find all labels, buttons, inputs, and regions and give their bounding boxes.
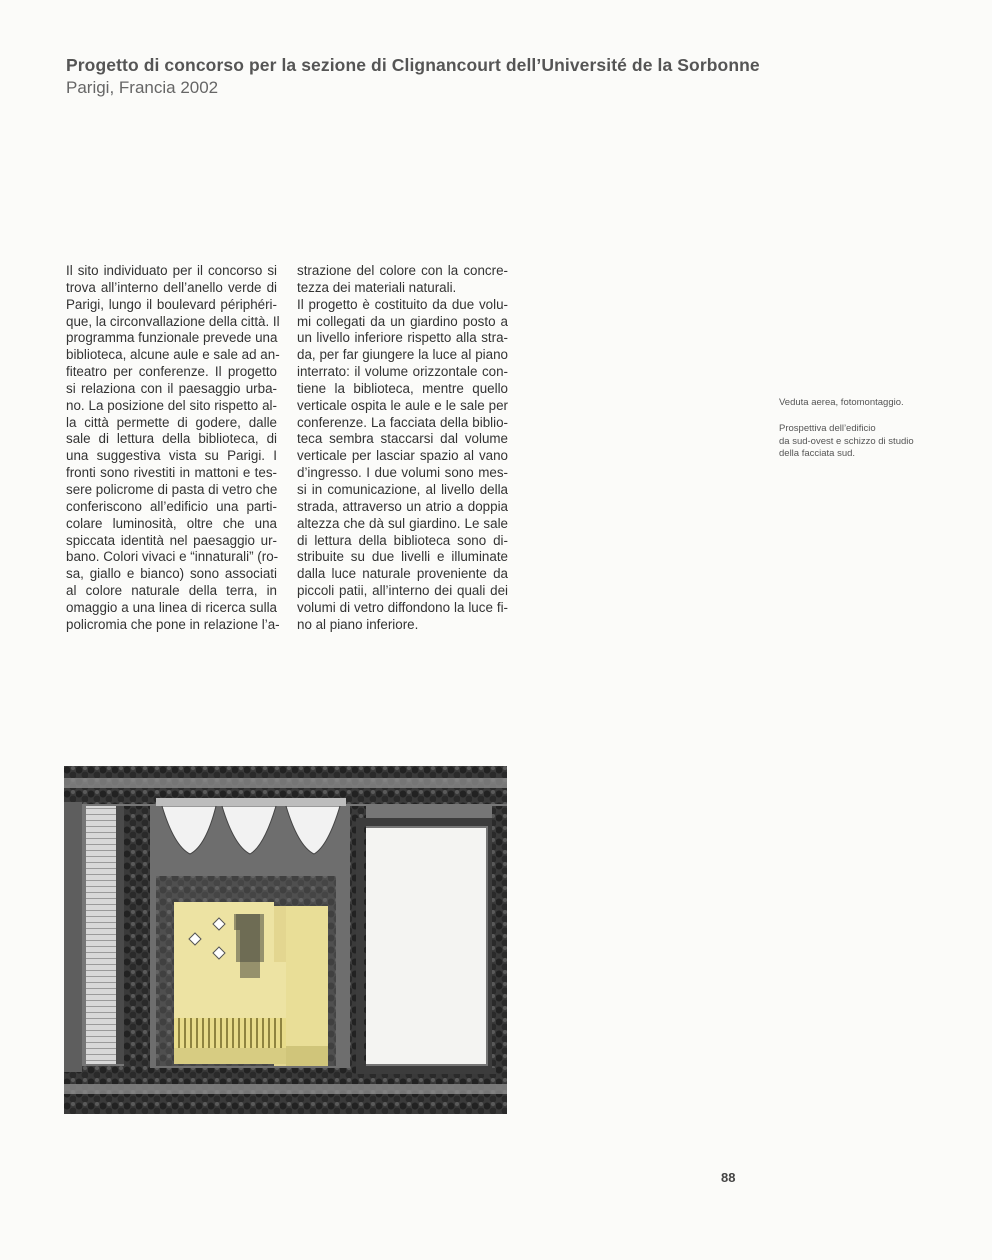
- text-line: verticale per lasciar spazio al vano: [297, 448, 508, 464]
- text-line: fiteatro per conferenze. Il progetto: [66, 364, 277, 380]
- text-line: sa, giallo e bianco) sono associati: [66, 566, 277, 582]
- text-line: sere policrome di pasta di vetro che: [66, 481, 278, 497]
- caption-line: Veduta aerea, fotomontaggio.: [779, 397, 904, 408]
- text-line: Il sito individuato per il concorso si: [66, 263, 277, 278]
- text-line: no. La posizione del sito rispetto al-: [66, 397, 277, 413]
- text-line: Parigi, lungo il boulevard périphéri-: [66, 296, 277, 312]
- text-line: sale di lettura della biblioteca, di: [66, 431, 277, 447]
- text-line: al colore naturale della terra, in: [66, 583, 277, 599]
- text-line: un livello inferiore rispetto alla stra-: [297, 330, 508, 346]
- caption-line: da sud-ovest e schizzo di studio: [779, 435, 914, 447]
- body-text-right-column: [297, 263, 508, 634]
- text-line: Il progetto è costituito da due volu-: [297, 296, 508, 312]
- text-line: tezza dei materiali naturali.: [297, 279, 457, 295]
- text-line: verticale ospita le aule e le sale per: [297, 397, 508, 413]
- text-line: omaggio a una linea di ricerca sulla: [66, 599, 277, 615]
- text-line: di lettura della biblioteca sono di-: [297, 532, 508, 548]
- text-line: si relaziona con il paesaggio urba-: [66, 380, 277, 396]
- text-line: biblioteca, alcune aule e sale ad an-: [66, 347, 280, 363]
- text-line: da, per far giungere la luce al piano: [297, 347, 508, 363]
- text-line: bano. Colori vivaci e “innaturali” (ro-: [66, 549, 279, 565]
- text-line: teca sembra staccarsi dal volume: [297, 431, 508, 447]
- text-line: mi collegati da un giardino posto a: [297, 313, 508, 329]
- text-line: conferenze. La facciata della biblio-: [297, 414, 508, 430]
- text-line: no al piano inferiore.: [297, 616, 419, 632]
- text-line: interrato: il volume orizzontale con-: [297, 364, 508, 380]
- text-line: strada, attraverso un atrio a doppia: [297, 498, 508, 514]
- text-line: conferiscono all’edificio una parti-: [66, 498, 277, 514]
- caption-perspective: [779, 423, 949, 461]
- text-line: una suggestiva vista su Parigi. I: [66, 448, 277, 464]
- text-line: piccoli patii, all’interno dei quali dei: [297, 583, 508, 599]
- project-location-year: Parigi, Francia 2002: [66, 78, 219, 97]
- body-text-left-column: [66, 263, 280, 634]
- text-line: volumi di vetro diffondono la luce fi-: [297, 599, 508, 615]
- text-line: altezza che dà sul giardino. Le sale: [297, 515, 508, 531]
- text-line: la città permette di godere, dalle: [66, 414, 277, 430]
- caption-line: Prospettiva dell’edificio: [779, 423, 876, 434]
- text-line: d’ingresso. I due volumi sono mes-: [297, 465, 508, 481]
- caption-aerial-view: [779, 397, 949, 410]
- text-line: programma funzionale prevede una: [66, 330, 278, 346]
- text-line: tiene la biblioteca, mentre quello: [297, 380, 508, 396]
- aerial-photomontage: [64, 766, 507, 1114]
- text-line: que, la circonvallazione della città. Il: [66, 313, 280, 329]
- text-line: stribuite su due livelli e illuminate: [297, 549, 508, 565]
- text-line: trova all’interno dell’anello verde di: [66, 279, 277, 295]
- page-number: 88: [721, 1170, 736, 1185]
- text-line: dalla luce naturale proveniente da: [297, 566, 508, 582]
- text-line: fronti sono rivestiti in mattoni e tes-: [66, 465, 277, 481]
- text-line: spiccata identità nel paesaggio ur-: [66, 532, 277, 548]
- project-title: Progetto di concorso per la sezione di Clignancourt dell’Université de la Sorbonne: [66, 55, 760, 75]
- text-line: strazione del colore con la concre-: [297, 263, 508, 278]
- caption-line: della facciata sud.: [779, 448, 856, 459]
- text-line: colare luminosità, oltre che una: [66, 515, 277, 531]
- text-line: si in comunicazione, al livello della: [297, 481, 508, 497]
- text-line: policromia che pone in relazione l’a-: [66, 616, 280, 632]
